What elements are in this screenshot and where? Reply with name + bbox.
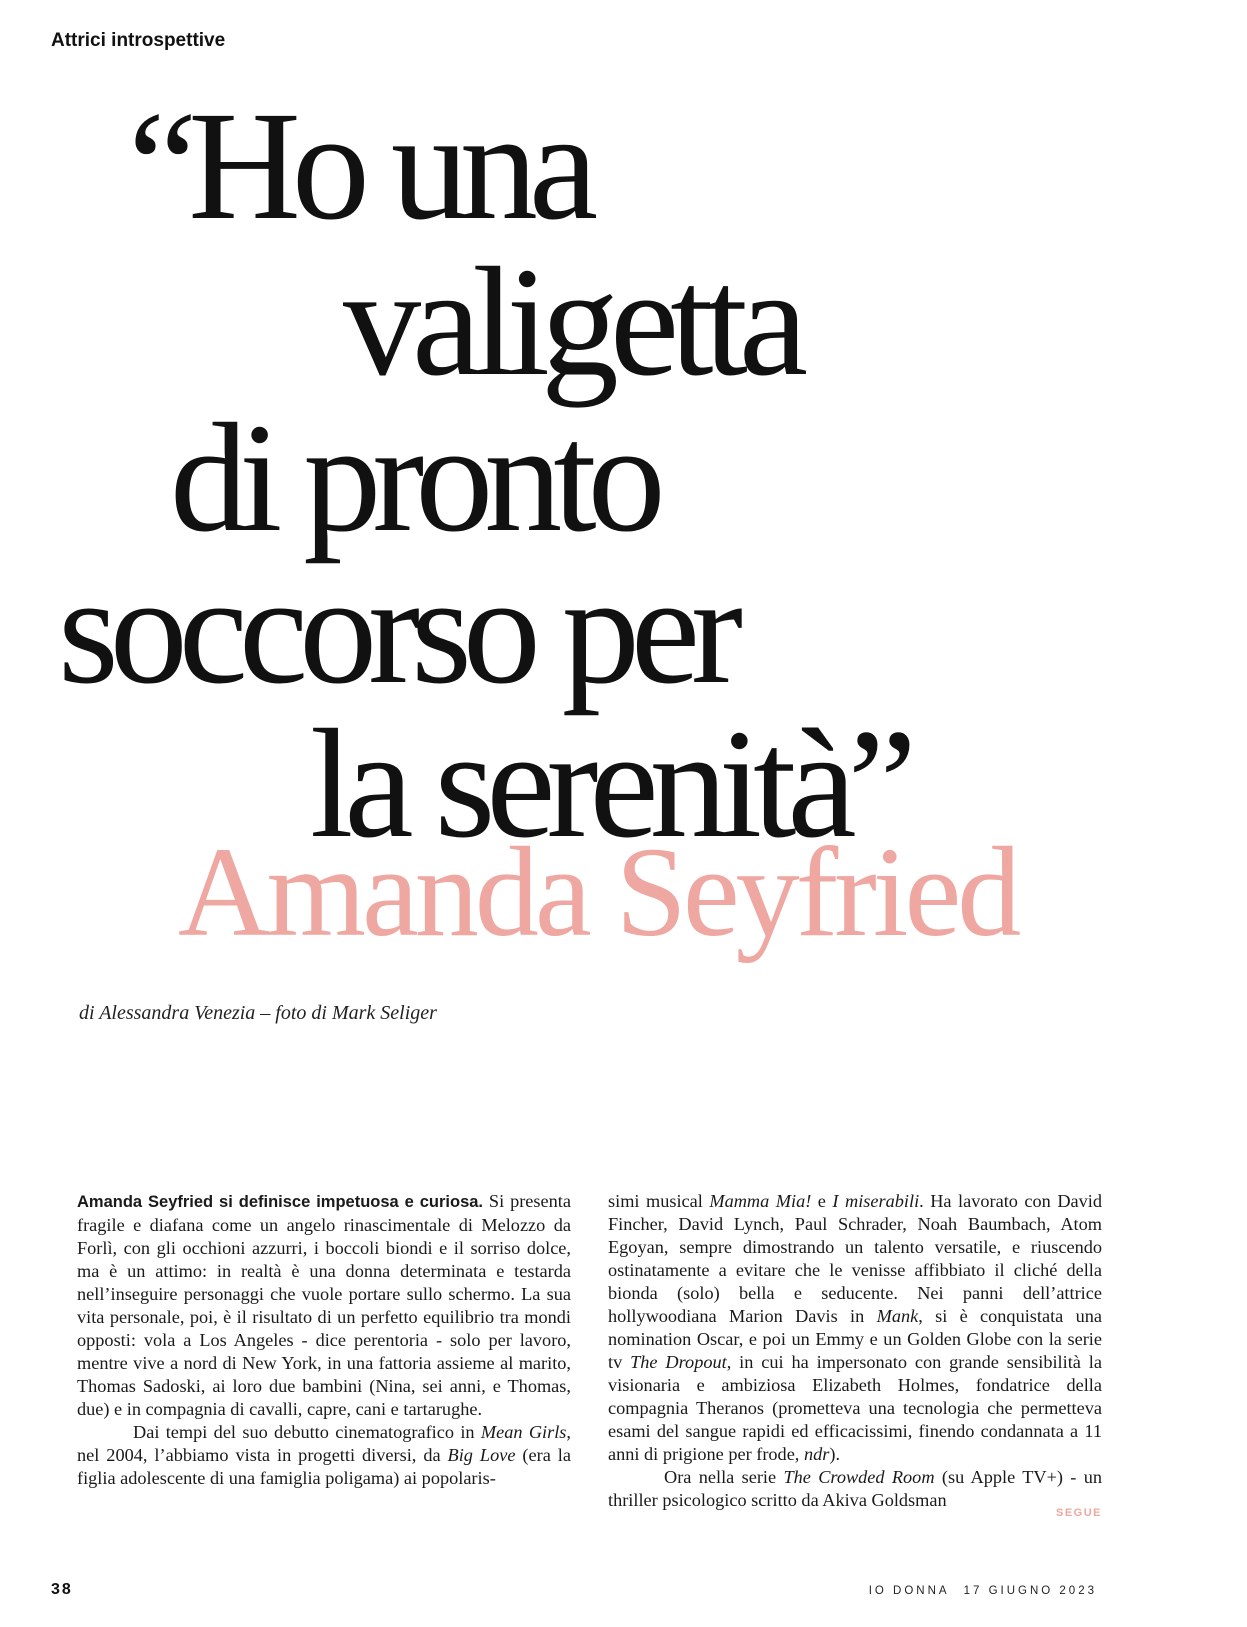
headline-line: “Ho una xyxy=(128,79,590,252)
headline-line: la serenità” xyxy=(310,697,908,870)
paragraph-text: Ora nella serie xyxy=(664,1467,784,1487)
italic-abbrev: ndr xyxy=(803,1444,830,1464)
italic-title: Mank xyxy=(876,1306,919,1326)
page-number: 38 xyxy=(51,1581,73,1598)
lead-sentence: Amanda Seyfried si definisce impetuosa e curiosa. xyxy=(77,1193,484,1211)
magazine-name: IO DONNA xyxy=(868,1585,950,1597)
headline-line: soccorso per xyxy=(58,543,735,716)
article-column-left xyxy=(77,1190,571,1490)
italic-title: The Dropout xyxy=(630,1352,727,1372)
issue-date: 17 GIUGNO 2023 xyxy=(963,1585,1097,1597)
footer-publication xyxy=(855,1585,1097,1597)
italic-title: Mamma Mia! xyxy=(709,1191,812,1211)
section-label: Attrici introspettive xyxy=(51,30,226,51)
paragraph-text: , si è conquistata una nomination Oscar, e poi un Emmy e un Golden Globe con la serie tv xyxy=(608,1306,1102,1372)
paragraph-text: ). xyxy=(829,1444,841,1464)
paragraph-text: e xyxy=(811,1191,833,1211)
interviewee-name: Amanda Seyfried xyxy=(178,821,1018,963)
paragraph xyxy=(608,1466,1102,1512)
italic-title: Big Love xyxy=(447,1445,516,1465)
headline-line: di pronto xyxy=(170,391,657,564)
paragraph-text: simi musical xyxy=(608,1191,710,1211)
paragraph xyxy=(77,1190,571,1421)
paragraph-text: Dai tempi del suo debutto cinematografico in xyxy=(133,1422,481,1442)
paragraph-text: , in cui ha impersonato con grande sensibilità la visionaria e ambiziosa Elizabeth Holmes, fondatrice della compagnia Theranos (prometteva una tecnologia che permetteva esami del sangue rapidi ed efficacissimi, finendo condannata a 11 anni di prigione per frode, xyxy=(608,1352,1102,1464)
italic-title: Mean Girls xyxy=(480,1422,567,1442)
paragraph-text: . Ha lavorato con David Fincher, David Lynch, Paul Schrader, Noah Baumbach, Atom Egoyan, sempre dimostrando un talento versatile, e riuscendo ostinatamente a evitare che le venisse affibbiato il cliché della bionda (solo) bella e seducente. Nei panni dell’attrice hollywoodiana Marion Davis in xyxy=(608,1191,1102,1326)
continues-label: SEGUE xyxy=(1056,1507,1103,1519)
italic-title: The Crowded Room xyxy=(783,1467,935,1487)
paragraph xyxy=(608,1190,1102,1466)
article-column-right xyxy=(608,1190,1102,1512)
paragraph-text: (era la figlia adolescente di una famiglia poligama) ai popolaris- xyxy=(77,1445,571,1488)
italic-title: I miserabili xyxy=(832,1191,920,1211)
paragraph-text: (su Apple TV+) - un thriller psicologico scritto da Akiva Goldsman xyxy=(608,1467,1102,1510)
paragraph xyxy=(77,1421,571,1490)
headline-line: valigetta xyxy=(343,235,800,408)
byline: di Alessandra Venezia – foto di Mark Seliger xyxy=(79,1002,437,1024)
paragraph-text: , nel 2004, l’abbiamo vista in progetti diversi, da xyxy=(77,1422,571,1465)
paragraph-text: Si presenta fragile e diafana come un angelo rinascimentale di Melozzo da Forlì, con gli occhioni azzurri, i boccoli biondi e il sorriso dolce, ma è un attimo: in realtà è una donna determinata e testarda nell’inseguire personaggi che vuole portare sullo schermo. La sua vita personale, poi, è il risultato di un perfetto equilibrio tra mondi opposti: vola a Los Angeles - dice perentoria - solo per lavoro, mentre vive a nord di New York, in una fattoria assieme al marito, Thomas Sadoski, ai loro due bambini (Nina, sei anni, e Thomas, due) e in compagnia di cavalli, capre, cani e tartarughe. xyxy=(77,1191,571,1419)
